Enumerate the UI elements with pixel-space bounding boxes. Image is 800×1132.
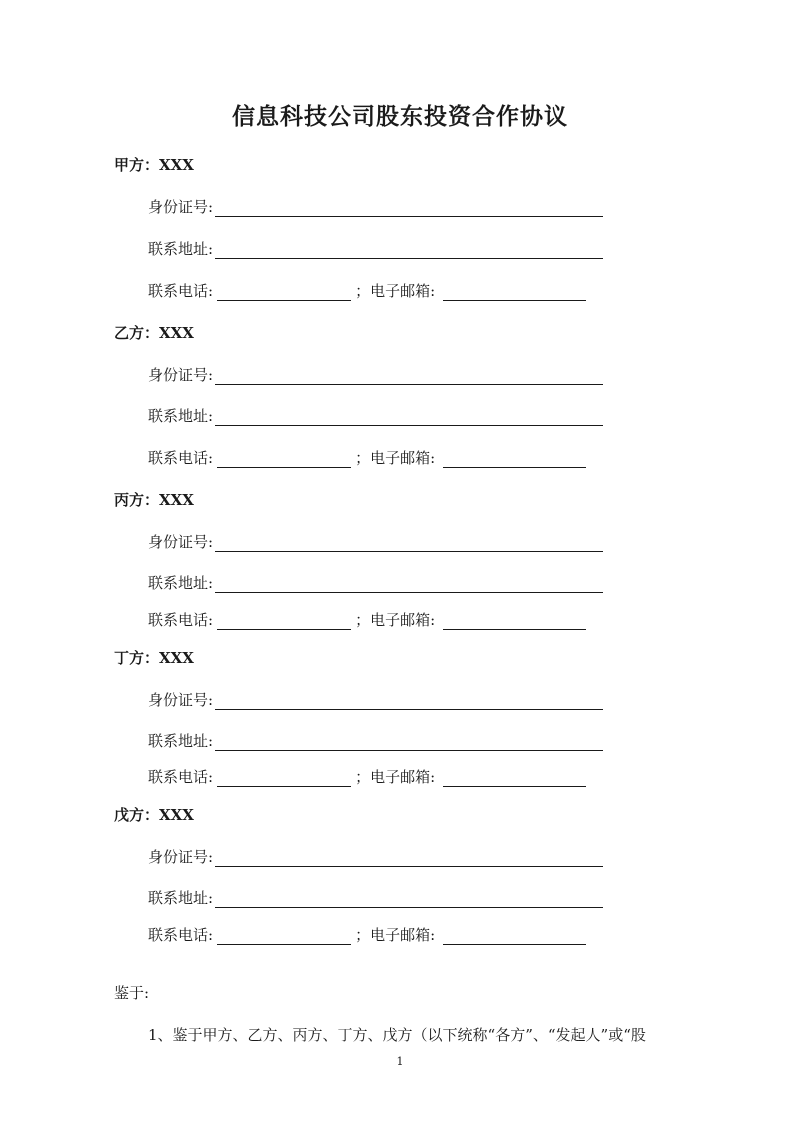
id-number-blank[interactable] [215,200,603,217]
id-number-blank[interactable] [215,535,603,552]
email-label: 电子邮箱: [370,768,436,786]
party-a-label: 甲方：XXX [114,156,194,174]
party-e-label: 戊方：XXX [114,806,194,824]
party-d-id-row [148,689,603,710]
id-number-label: 身份证号: [148,533,214,551]
address-blank[interactable] [215,242,603,259]
party-c-contact-row [148,609,586,630]
email-label: 电子邮箱: [370,282,436,300]
phone-label: 联系电话: [148,768,214,786]
address-label: 联系地址: [148,732,214,750]
address-label: 联系地址: [148,407,214,425]
email-label: 电子邮箱: [370,611,436,629]
party-b-id-row [148,364,603,385]
separator: ； [355,926,371,944]
id-number-blank[interactable] [215,693,603,710]
email-label: 电子邮箱: [370,449,436,467]
separator: ； [355,611,371,629]
phone-blank[interactable] [217,284,351,301]
phone-label: 联系电话: [148,282,214,300]
email-blank[interactable] [443,451,586,468]
address-blank[interactable] [215,891,603,908]
party-e-address-row [148,887,603,908]
phone-blank[interactable] [217,613,351,630]
phone-label: 联系电话: [148,611,214,629]
id-number-blank[interactable] [215,850,603,867]
party-d-contact-row [148,766,586,787]
email-blank[interactable] [443,770,586,787]
address-label: 联系地址: [148,574,214,592]
party-b-address-row [148,405,603,426]
email-blank[interactable] [443,284,586,301]
address-blank[interactable] [215,576,603,593]
separator: ； [355,768,371,786]
party-a-id-row [148,196,603,217]
address-blank[interactable] [215,734,603,751]
party-a-contact-row [148,280,586,301]
id-number-label: 身份证号: [148,691,214,709]
email-blank[interactable] [443,613,586,630]
recital-paragraph-1: 1、鉴于甲方、乙方、丙方、丁方、戊方（以下统称“各方”、“发起人”或“股 [148,1026,646,1044]
address-blank[interactable] [215,409,603,426]
id-number-label: 身份证号: [148,366,214,384]
phone-label: 联系电话: [148,449,214,467]
id-number-label: 身份证号: [148,198,214,216]
id-number-label: 身份证号: [148,848,214,866]
email-blank[interactable] [443,928,586,945]
phone-blank[interactable] [217,770,351,787]
party-e-contact-row [148,924,586,945]
document-title: 信息科技公司股东投资合作协议 [232,103,568,130]
recitals-heading: 鉴于: [114,984,150,1002]
party-c-label: 丙方：XXX [114,491,194,509]
party-b-label: 乙方：XXX [114,324,194,342]
party-c-id-row [148,531,603,552]
phone-blank[interactable] [217,451,351,468]
separator: ； [355,449,371,467]
party-a-address-row [148,238,603,259]
separator: ； [355,282,371,300]
party-b-contact-row [148,447,586,468]
party-d-address-row [148,730,603,751]
phone-blank[interactable] [217,928,351,945]
address-label: 联系地址: [148,240,214,258]
party-d-label: 丁方：XXX [114,649,194,667]
page-number: 1 [396,1055,404,1068]
id-number-blank[interactable] [215,368,603,385]
phone-label: 联系电话: [148,926,214,944]
party-e-id-row [148,846,603,867]
address-label: 联系地址: [148,889,214,907]
email-label: 电子邮箱: [370,926,436,944]
party-c-address-row [148,572,603,593]
